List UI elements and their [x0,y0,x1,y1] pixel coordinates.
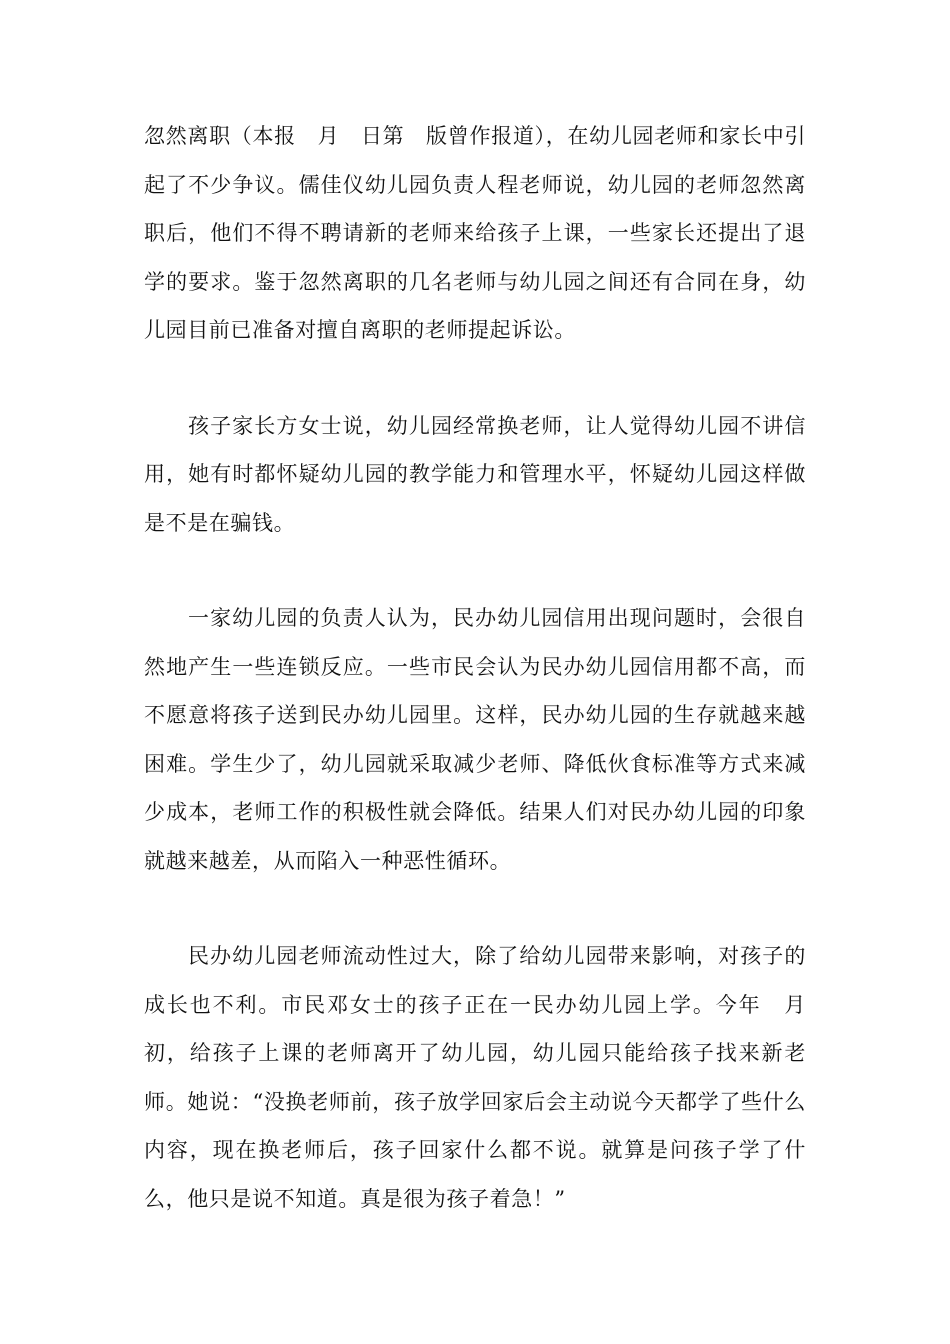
paragraph-1: 忽然离职（本报 月 日第 版曾作报道），在幼儿园老师和家长中引起了不少争议。儒佳仪幼儿园负责人程老师说，幼儿园的老师忽然离职后，他们不得不聘请新的老师来给孩子上课，一些家长还提出了退学的要求。鉴于忽然离职的几名老师与幼儿园之间还有合同在身，幼儿园目前已准备对擅自离职的老师提起诉讼。 [144,124,806,342]
article-body [144,112,806,1270]
paragraph-4: 民办幼儿园老师流动性过大，除了给幼儿园带来影响，对孩子的成长也不利。市民邓女士的孩子正在一民办幼儿园上学。今年 月初，给孩子上课的老师离开了幼儿园，幼儿园只能给孩子找来新老师。她说：“没换老师前，孩子放学回家后会主动说今天都学了些什么内容，现在换老师后，孩子回家什么都不说。就算是问孩子学了什么，他只是说不知道。真是很为孩子着急！” [144,944,806,1211]
paragraph-2: 孩子家长方女士说，幼儿园经常换老师，让人觉得幼儿园不讲信用，她有时都怀疑幼儿园的教学能力和管理水平，怀疑幼儿园这样做是不是在骗钱。 [144,413,806,535]
paragraph-3: 一家幼儿园的负责人认为，民办幼儿园信用出现问题时，会很自然地产生一些连锁反应。一些市民会认为民办幼儿园信用都不高，而不愿意将孩子送到民办幼儿园里。这样，民办幼儿园的生存就越来越困难。学生少了，幼儿园就采取减少老师、降低伙食标准等方式来减少成本，老师工作的积极性就会降低。结果人们对民办幼儿园的印象就越来越差，从而陷入一种恶性循环。 [144,606,806,873]
